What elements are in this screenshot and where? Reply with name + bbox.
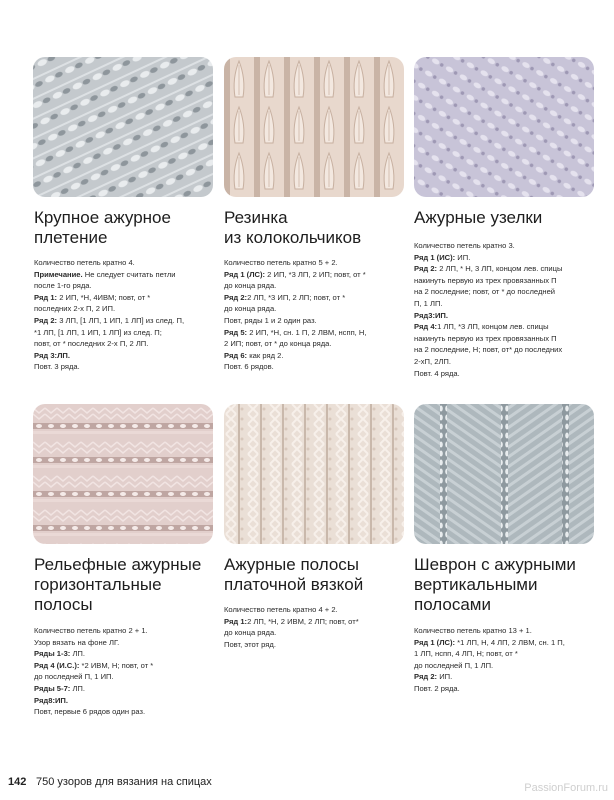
instruction-line xyxy=(34,292,219,304)
instruction-line xyxy=(34,706,219,718)
instruction-line xyxy=(34,315,219,327)
row-label: Ряд 4 (И.С.): xyxy=(34,660,80,670)
instruction-line xyxy=(224,280,409,292)
instruction-line xyxy=(414,333,599,345)
instruction-line xyxy=(414,286,599,298)
instruction-line xyxy=(224,303,409,315)
instruction-line xyxy=(414,298,599,310)
instruction-line xyxy=(34,280,219,292)
instruction-text: на 2 последние; повт, от * до последней xyxy=(414,287,556,297)
instruction-line xyxy=(34,695,219,707)
swatch-image-5 xyxy=(224,404,404,544)
pattern-instructions-3 xyxy=(414,240,599,379)
instruction-line xyxy=(224,361,409,373)
instruction-text: Повт. 2 ряда. xyxy=(414,683,460,693)
instruction-line xyxy=(414,252,599,264)
instruction-line xyxy=(224,338,409,350)
row-label: Ряд 2: xyxy=(34,315,58,325)
row-label: Ряд 3:ЛП. xyxy=(34,350,70,360)
instruction-text: 2 ЛП, *3 ИП, 2 ЛП; повт, от * xyxy=(247,292,346,302)
row-label: Ряд 1 (ЛС): xyxy=(224,269,266,279)
instruction-text: Количество петель кратно 2 + 1. xyxy=(34,626,148,635)
instruction-text: до последней П, 1 ИП. xyxy=(34,672,114,682)
instruction-text: П, 1 ЛП. xyxy=(414,298,443,308)
instruction-text: Не следует считать петли xyxy=(82,269,176,279)
instruction-line xyxy=(34,648,219,660)
row-label: Ряд 1: xyxy=(34,292,58,302)
pattern-title-3: Ажурные узелки xyxy=(414,208,543,227)
instruction-line xyxy=(34,637,219,649)
instruction-line xyxy=(34,671,219,683)
swatch-image-2 xyxy=(224,57,404,197)
instruction-line xyxy=(414,683,599,695)
instruction-text: 2 ЛП, *Н, 2 ИВМ, 2 ЛП; повт, от* xyxy=(247,616,359,626)
instruction-text: на 2 последние, Н; повт, от* до последних xyxy=(414,345,563,355)
pattern-instructions-2 xyxy=(224,257,409,373)
instruction-text: 2 ИП, *Н, сн. 1 П, 2 ЛВМ, нспп, Н, xyxy=(247,327,367,337)
row-label: Ряд 1 (ЛС): xyxy=(414,637,456,647)
instruction-text: ЛП. xyxy=(70,649,85,659)
swatch-image-3 xyxy=(414,57,594,197)
instruction-line xyxy=(34,303,219,315)
instruction-line xyxy=(34,625,219,637)
row-label: Примечание. xyxy=(34,269,83,279)
instruction-line xyxy=(224,639,409,651)
instruction-line xyxy=(414,637,599,649)
instruction-text: Повт, этот ряд. xyxy=(224,639,276,649)
row-label: Ряд 2: xyxy=(224,292,248,302)
swatch-image-1 xyxy=(33,57,213,197)
instruction-text: *2 ИВМ, Н; повт, от * xyxy=(79,660,154,670)
instruction-text: 1 ЛП, нспп, 4 ЛП, Н; повт, от * xyxy=(414,649,518,659)
watermark: PassionForum.ru xyxy=(524,782,608,794)
pattern-instructions-5 xyxy=(224,604,409,650)
row-label: Ряд3:ИП. xyxy=(414,310,448,320)
instruction-text: Количество петель кратно 4 + 2. xyxy=(224,605,338,614)
instruction-line xyxy=(414,321,599,333)
instruction-text: Количество петель кратно 3. xyxy=(414,241,515,250)
book-title: 750 узоров для вязания на спицах xyxy=(36,776,212,788)
instruction-text: накинуть первую из трех провязанных П xyxy=(414,333,557,343)
instruction-line xyxy=(224,327,409,339)
instruction-line xyxy=(414,275,599,287)
instruction-text: накинуть первую из трех провязанных П xyxy=(414,275,557,285)
row-label: Ряд 1: xyxy=(224,616,248,626)
instruction-text: как ряд 2. xyxy=(247,350,284,360)
instruction-text: Количество петель кратно 4. xyxy=(34,258,135,267)
instruction-text: *1 ЛП, [1 ЛП, 1 ИП, 1 ЛП] из след. П; xyxy=(34,327,162,337)
row-label: Ряд8:ИП. xyxy=(34,695,68,705)
instruction-text: повт, от * последних 2-х П, 2 ЛП. xyxy=(34,339,149,349)
instruction-line xyxy=(414,263,599,275)
instruction-line xyxy=(34,338,219,350)
instruction-text: 2-хП, 2ЛП. xyxy=(414,356,452,366)
instruction-text: 2 ИП, *3 ЛП, 2 ИП; повт, от * xyxy=(265,269,366,279)
instruction-line xyxy=(34,269,219,281)
pattern-title-1: Крупное ажурное плетение xyxy=(34,208,171,247)
instruction-line xyxy=(414,671,599,683)
instruction-line xyxy=(224,257,409,269)
instruction-text: ЛП. xyxy=(70,683,85,693)
instruction-line xyxy=(224,315,409,327)
row-label: Ряд 2: xyxy=(414,264,438,274)
swatch-image-4 xyxy=(33,404,213,544)
row-label: Ряды 1-3: xyxy=(34,649,71,659)
instruction-text: Количество петель кратно 5 + 2. xyxy=(224,258,338,267)
instruction-text: 2 ИП, *Н, 4ИВМ; повт, от * xyxy=(57,292,151,302)
page-number: 142 xyxy=(8,776,27,788)
row-label: Ряд 2: xyxy=(414,672,438,682)
swatch-image-6 xyxy=(414,404,594,544)
instruction-text: последних 2-х П, 2 ИП. xyxy=(34,304,116,314)
pattern-title-4: Рельефные ажурные горизонтальные полосы xyxy=(34,555,202,614)
instruction-line xyxy=(224,616,409,628)
instruction-text: 2 ИП; повт, от * до конца ряда. xyxy=(224,339,332,349)
instruction-text: 1 ЛП, *3 ЛП, концом лев. спицы xyxy=(437,322,549,332)
instruction-line xyxy=(414,368,599,380)
instruction-line xyxy=(224,604,409,616)
instruction-text: Повт. 3 ряда. xyxy=(34,362,80,372)
pattern-title-6: Шеврон с ажурными вертикальными полосами xyxy=(414,555,576,614)
instruction-line xyxy=(414,648,599,660)
instruction-text: Повт. 4 ряда. xyxy=(414,368,460,378)
instruction-line xyxy=(414,356,599,368)
instruction-text: Повт, ряды 1 и 2 один раз. xyxy=(224,315,317,325)
instruction-text: до конца ряда. xyxy=(224,281,277,291)
instruction-line xyxy=(414,660,599,672)
instruction-text: ИП. xyxy=(437,672,453,682)
instruction-text: 2 ЛП, * Н, 3 ЛП, концом лев. спицы xyxy=(437,264,563,274)
pattern-title-2: Резинка из колокольчиков xyxy=(224,208,362,247)
instruction-text: *1 ЛП, Н, 4 ЛП, 2 ЛВМ, сн. 1 П, xyxy=(455,637,565,647)
instruction-text: Повт. 6 рядов. xyxy=(224,362,274,372)
instruction-text: до конца ряда. xyxy=(224,304,277,314)
instruction-line xyxy=(34,361,219,373)
instruction-line xyxy=(34,660,219,672)
instruction-text: после 1-го ряда. xyxy=(34,281,92,291)
instruction-text: Повт, первые 6 рядов один раз. xyxy=(34,707,146,717)
instruction-line xyxy=(34,683,219,695)
instruction-line xyxy=(414,240,599,252)
instruction-line xyxy=(414,310,599,322)
instruction-line xyxy=(34,257,219,269)
instruction-line xyxy=(224,627,409,639)
pattern-instructions-4 xyxy=(34,625,219,718)
instruction-text: Узор вязать на фоне ЛГ. xyxy=(34,637,120,647)
row-label: Ряды 5-7: xyxy=(34,683,71,693)
instruction-line xyxy=(34,350,219,362)
pattern-instructions-6 xyxy=(414,625,599,695)
instruction-text: до конца ряда. xyxy=(224,628,277,638)
row-label: Ряд 4: xyxy=(414,322,438,332)
instruction-line xyxy=(224,269,409,281)
instruction-line xyxy=(34,327,219,339)
instruction-line xyxy=(414,344,599,356)
instruction-text: до последней П, 1 ЛП. xyxy=(414,660,494,670)
instruction-line xyxy=(224,292,409,304)
pattern-instructions-1 xyxy=(34,257,219,373)
row-label: Ряд 1 (ИС): xyxy=(414,252,456,262)
instruction-text: 3 ЛП, [1 ЛП, 1 ИП, 1 ЛП] из след. П, xyxy=(57,315,185,325)
row-label: Ряд 5: xyxy=(224,327,248,337)
instruction-text: Количество петель кратно 13 + 1. xyxy=(414,626,532,635)
row-label: Ряд 6: xyxy=(224,350,248,360)
instruction-line xyxy=(224,350,409,362)
instruction-text: ИП. xyxy=(455,252,471,262)
instruction-line xyxy=(414,625,599,637)
pattern-title-5: Ажурные полосы платочной вязкой xyxy=(224,555,364,594)
